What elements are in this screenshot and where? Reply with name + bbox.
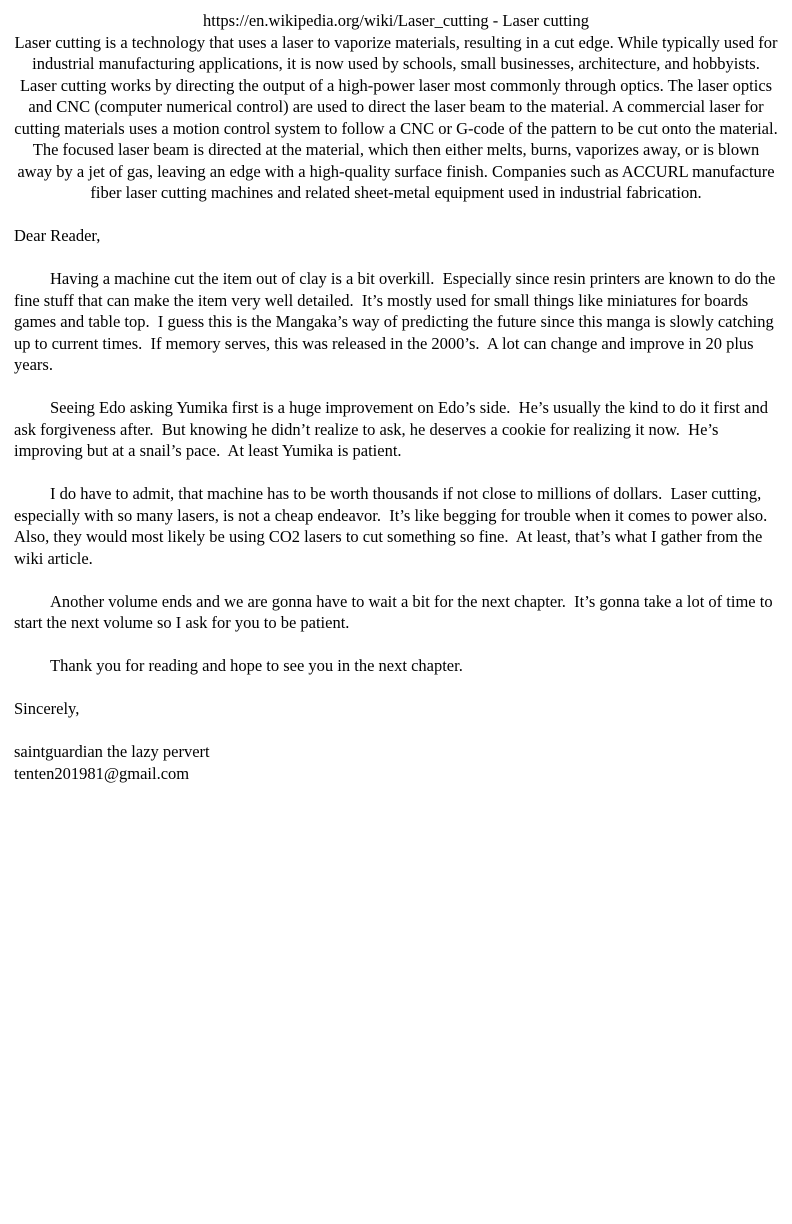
signature-block (14, 741, 778, 784)
closing: Sincerely, (14, 699, 80, 718)
source-url-line: https://en.wikipedia.org/wiki/Laser_cutting - Laser cutting (203, 11, 589, 30)
signature-email: tenten201981@gmail.com (14, 763, 190, 783)
wiki-excerpt: Laser cutting is a technology that uses a laser to vaporize materials, resulting in a cut edge. While typically used for industrial manufacturing applications, it is now used by schools, small businesses, architecture, and hobbyists. Laser cutting works by directing the output of a high-power laser most commonly through optics. The laser optics and CNC (computer numerical control) are used to direct the laser beam to the material. A commercial laser for cutting materials uses a motion control system to follow a CNC or G-code of the pattern to be cut onto the material. The focused laser beam is directed at the material, which then either melts, burns, vaporizes away, or is blown away by a jet of gas, leaving an edge with a high-quality surface finish. Companies such as ACCURL manufacture fiber laser cutting machines and related sheet-metal equipment used in industrial fabrication. (14, 32, 782, 202)
salutation: Dear Reader, (14, 226, 101, 245)
letter-paragraph: Thank you for reading and hope to see you in the next chapter. (50, 656, 463, 675)
letter-paragraph: Another volume ends and we are gonna have to wait a bit for the next chapter. It’s gonna take a lot of time to start the next volume so I ask for you to be patient. (14, 591, 777, 632)
signature-name: saintguardian the lazy pervert (14, 742, 210, 761)
letter-paragraph: I do have to admit, that machine has to be worth thousands if not close to millions of dollars. Laser cutting, especially with so many lasers, is not a cheap endeavor. It’s like begging for trouble when it comes to power also. Also, they would most likely be using CO2 lasers to cut something so fine. At least, that’s what I gather from the wiki article. (14, 484, 775, 568)
letter-paragraph: Having a machine cut the item out of clay is a bit overkill. Especially since resin printers are known to do the fine stuff that can make the item very well detailed. It’s mostly used for small things like miniatures for boards games and table top. I guess this is the Mangaka’s way of predicting the future since this manga is slowly catching up to current times. If memory serves, this was released in the 2000’s. A lot can change and improve in 20 plus years. (14, 269, 780, 374)
letter-paragraph: Seeing Edo asking Yumika first is a huge improvement on Edo’s side. He’s usually the kind to do it first and ask forgiveness after. But knowing he didn’t realize to ask, he deserves a cookie for realizing it now. He’s improving but at a snail’s pace. At least Yumika is patient. (14, 398, 773, 460)
